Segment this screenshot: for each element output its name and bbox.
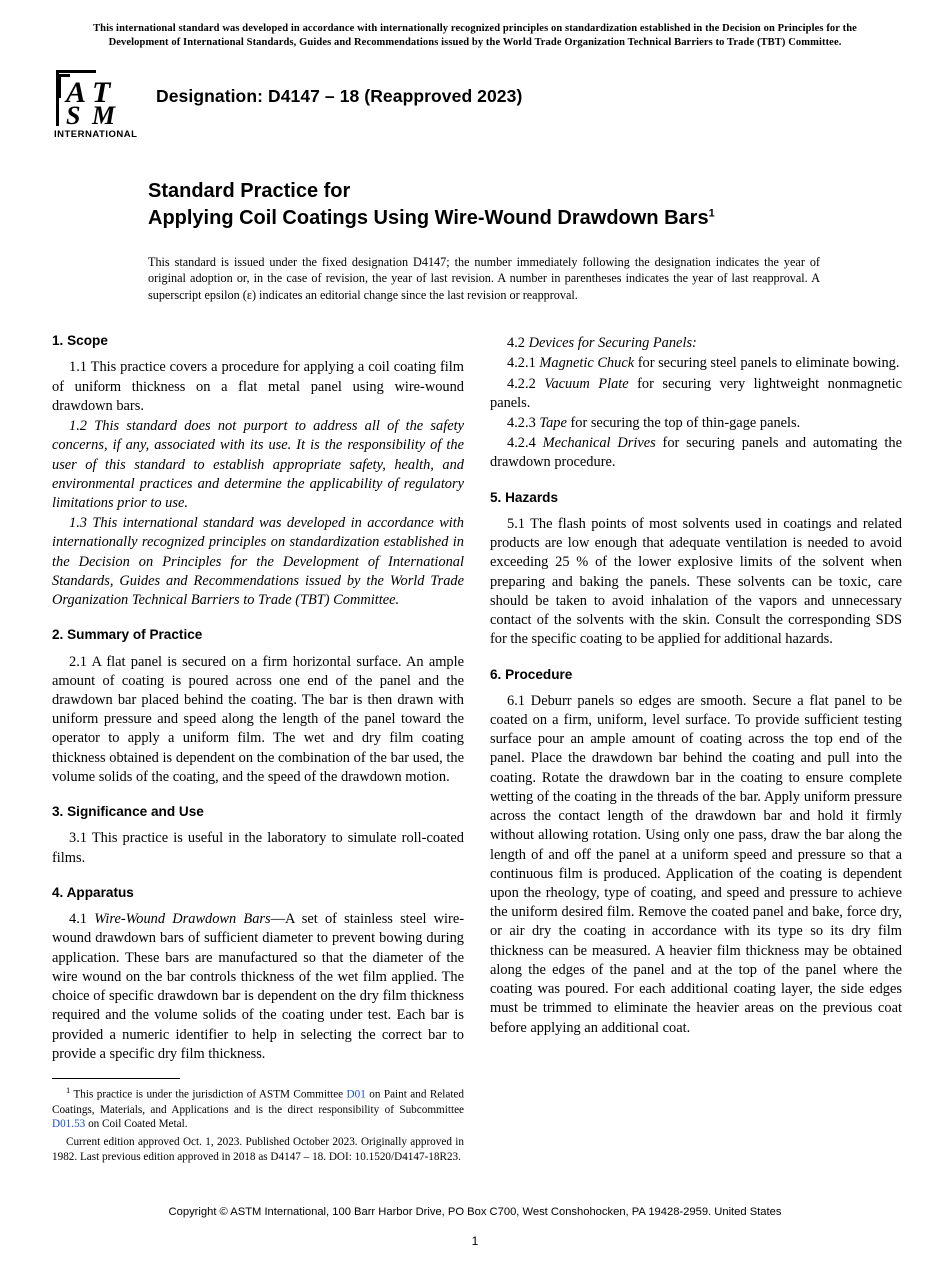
footnote-link-d01[interactable]: D01	[346, 1088, 366, 1101]
astm-logo	[52, 68, 148, 140]
paragraph-4-1-title: Wire-Wound Drawdown Bars	[94, 911, 271, 928]
copyright-text: Copyright © ASTM International, 100 Barr Harbor Drive, PO Box C700, West Conshohocken, PA 19428-2959. United States	[168, 1206, 782, 1218]
section-heading-scope: 1. Scope	[52, 333, 108, 349]
footnote-1-text-a: This practice is under the jurisdiction of ASTM Committee	[70, 1088, 347, 1101]
svg-text:INTERNATIONAL: INTERNATIONAL	[54, 128, 138, 140]
paragraph-4-2-4	[490, 434, 902, 472]
paragraph-4-2-3-number: 4.2.3	[507, 415, 540, 431]
paragraph-4-2-1-number: 4.2.1	[507, 355, 540, 372]
footnote-2: Current edition approved Oct. 1, 2023. Published October 2023. Originally approved in 1982. Last previous edition approved in 2018 as D4147 – 18. DOI: 10.1520/D4147-18R23.	[52, 1136, 464, 1164]
section-heading-hazards: 5. Hazards	[490, 489, 559, 505]
tbt-notice-line2: Development of International Standards, Guides and Recommendations issued by the World Trade Organization Technical Barriers to Trade (TBT) Committee.	[108, 36, 842, 48]
right-column	[490, 333, 902, 1165]
section-heading-summary: 2. Summary of Practice	[52, 627, 203, 643]
tbt-notice	[70, 22, 880, 50]
paragraph-2-1: 2.1 A flat panel is secured on a firm horizontal surface. An ample amount of coating is poured across one end of the panel and the drawdown bar placed behind the coating. The bar is then drawn with uniform pressure and speed along the length of the panel toward the operator to apply a uniform film. The wet and dry film coating thickness obtained is dependent on the combination of the bar used, the volume solids of the coating, and the speed of the drawdown motion.	[52, 653, 464, 785]
paragraph-4-2-2-number: 4.2.2	[507, 375, 545, 392]
section-heading-apparatus: 4. Apparatus	[52, 884, 134, 900]
paragraph-3-1: 3.1 This practice is useful in the laboratory to simulate roll-coated films.	[52, 830, 464, 866]
svg-text:T: T	[92, 75, 111, 109]
paragraph-4-1	[52, 910, 464, 1064]
paragraph-1-2: 1.2 This standard does not purport to address all of the safety concerns, if any, associated with its use. It is the responsibility of the user of this standard to establish appropriate safety, health, and environmental practices and determine the applicability of regulatory limitations prior to use.	[52, 418, 464, 511]
paragraph-4-2-3	[490, 414, 902, 433]
paragraph-4-2-3-title: Tape	[539, 415, 567, 431]
paragraph-4-1-text: —A set of stainless steel wire-wound drawdown bars of sufficient diameter to prevent bowing during application. These bars are manufactured so that the diameter of the wire wound on the bar controls thickness of the wet film applied. The choice of specific drawdown bar is dependent on the dry film thickness required and the volume solids of the coating under test. Each bar is provided a numeric identifier to help in selecting the correct bar to provide a specific dry film thickness.	[52, 911, 464, 1062]
left-column	[52, 333, 464, 1165]
standard-title-line2: Applying Coil Coatings Using Wire-Wound Drawdown Bars	[148, 206, 709, 229]
standard-title-line2-wrap	[148, 205, 898, 232]
page-number: 1	[471, 1234, 479, 1248]
page-footer	[0, 1206, 950, 1248]
footnote-1-marker: 1	[66, 1084, 71, 1095]
paragraph-4-2-number: 4.2	[507, 335, 529, 352]
paragraph-4-2-2-text: for securing very lightweight nonmagnetic panels.	[490, 375, 902, 411]
standard-title-line1: Standard Practice for	[148, 179, 351, 202]
paragraph-4-2-4-number: 4.2.4	[507, 435, 543, 452]
footnote-1-text-b: on Paint and Related Coatings, Materials, and Applications and is the direct responsibility of Subcommittee	[52, 1088, 464, 1116]
paragraph-4-2-2	[490, 375, 902, 413]
paragraph-4-2-1	[490, 354, 902, 373]
section-heading-procedure: 6. Procedure	[490, 666, 573, 682]
astm-logo-icon	[52, 68, 144, 140]
standard-title	[148, 178, 898, 232]
paragraph-4-2-title: Devices for Securing Panels:	[528, 335, 697, 352]
paragraph-6-1: 6.1 Deburr panels so edges are smooth. Secure a flat panel to be coated on a firm, uniform, level surface. To provide sufficient testing surface pour an ample amount of coating across the top end of the panel. Place the drawdown bar behind the coating and pull into the coating. Rotate the drawdown bar in the coating to ensure complete wetting of the coating in the threads of the bar. Apply uniform pressure across the contact length of the drawdown bar and hold it firmly without allowing rotation. Using only one pass, draw the bar along the length of and off the panel at a uniform speed and pressure so that a continuous film is produced. Application of the coating is dependent upon the rheology, type of coating, and speed and pressure to achieve the uniform desired film. Remove the coated panel and bake, force dry, or air dry the coating in accordance with its type so its dry film thickness can be measured. A heavier film thickness may be obtained along the edges of the panel and at the top of the panel where the coating was poured. For each additional coating layer, the side edges must be trimmed to eliminate the heavier areas on the previous coat before applying an additional coat.	[490, 692, 902, 1036]
two-column-body	[52, 333, 903, 1165]
tbt-notice-line1: This international standard was developed in accordance with internationally recognized principles on standardization established in the Decision on Principles for the	[93, 23, 857, 34]
title-block	[148, 178, 898, 232]
svg-text:M: M	[92, 100, 116, 130]
paragraph-5-1: 5.1 The flash points of most solvents used in coatings and related products are low enough that adequate ventilation is needed to avoid exceeding 25 % of the lower explosive limits of the solvent when preparing and baking the panels. These solvents can be toxic, care should be taken to avoid inhalation of the vapors and unnecessary contact of the solvents with the skin. Consult the corresponding SDS for the specific coating to be applied for additional hazards.	[490, 515, 902, 648]
footnote-rule	[52, 1078, 180, 1079]
paragraph-4-2-2-title: Vacuum Plate	[544, 375, 629, 392]
svg-text:A: A	[66, 75, 87, 109]
paragraph-4-2-1-text: for securing steel panels to eliminate bowing.	[634, 355, 900, 372]
section-heading-significance: 3. Significance and Use	[52, 804, 204, 820]
paragraph-4-1-number: 4.1	[69, 911, 95, 928]
designation-row	[52, 68, 898, 142]
footnote-1-text-c: on Coil Coated Metal.	[85, 1118, 188, 1131]
paragraph-1-3: 1.3 This international standard was developed in accordance with internationally recognized principles on standardization established in the Decision on Principles for the Development of International Standards, Guides and Recommendations issued by the World Trade Organization Technical Barriers to Trade (TBT) Committee.	[52, 515, 464, 609]
paragraph-4-2-1-title: Magnetic Chuck	[539, 355, 635, 372]
footnote-block	[52, 1085, 464, 1165]
title-footnote-marker: 1	[708, 207, 715, 220]
issue-note: This standard is issued under the fixed designation D4147; the number immediately following the designation indicates the year of original adoption or, in the case of revision, the year of last revision. A number in parentheses indicates the year of last reapproval. A superscript epsilon (ε) indicates an editorial change since the last revision or reapproval.	[148, 254, 820, 302]
paragraph-4-2	[490, 334, 902, 353]
footnote-link-d0153[interactable]: D01.53	[52, 1118, 86, 1131]
svg-text:S: S	[66, 100, 81, 130]
designation-text: Designation: D4147 – 18 (Reapproved 2023)	[156, 85, 523, 106]
footnote-1	[52, 1085, 464, 1132]
paragraph-4-2-3-text: for securing the top of thin-gage panels.	[566, 415, 801, 431]
paragraph-4-2-4-text: for securing panels and automating the drawdown procedure.	[490, 435, 903, 471]
paragraph-4-2-4-title: Mechanical Drives	[542, 435, 656, 452]
paragraph-1-1: 1.1 This practice covers a procedure for applying a coil coating film of uniform thickness on a flat metal panel using wire-wound drawdown bars.	[52, 359, 464, 414]
